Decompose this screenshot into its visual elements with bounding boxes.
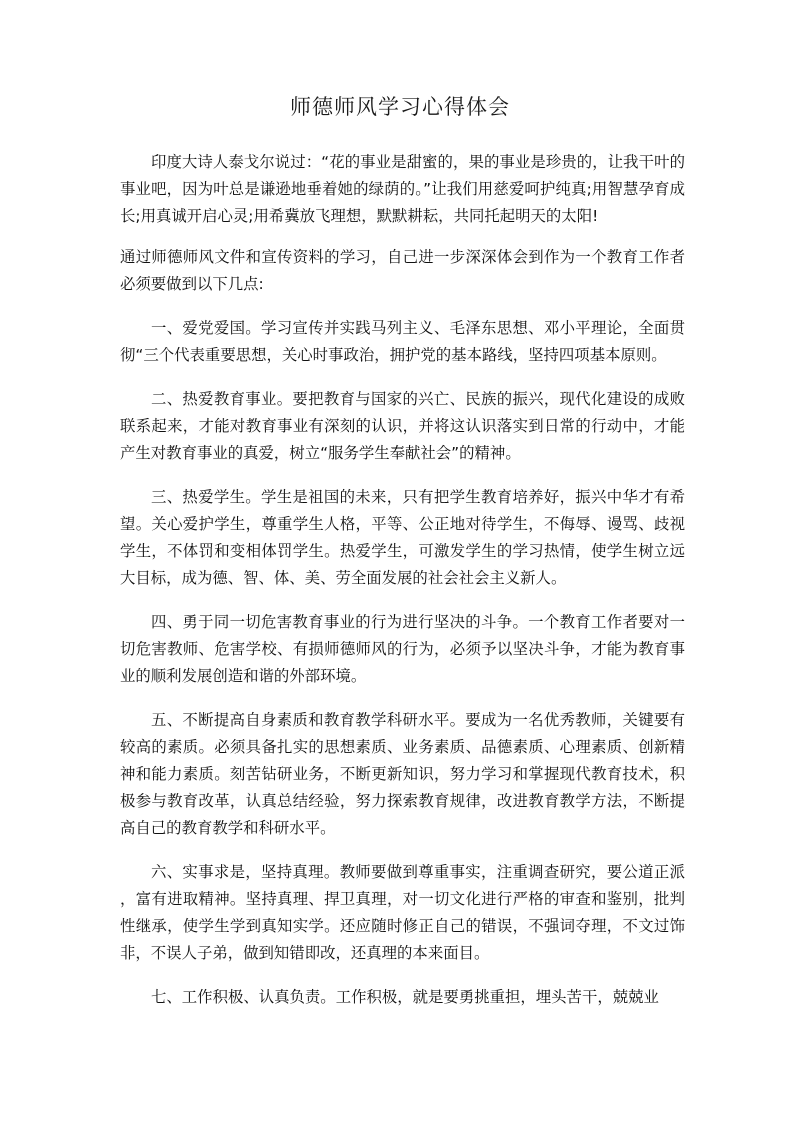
paragraph-point-4: 四、勇于同一切危害教育事业的行为进行坚决的斗争。一个教育工作者要对一切危害教师、危害学校、有损师德师风的行为，必须予以坚决斗争，才能为教育事业的顺利发展创造和谐的外部环境。 — [120, 613, 685, 685]
paragraph-point-1: 一、爱党爱国。学习宣传并实践马列主义、毛泽东思想、邓小平理论，全面贯彻“三个代表重要思想，关心时事政治，拥护党的基本路线，坚持四项基本原则。 — [120, 319, 685, 364]
paragraph-point-2: 二、热爱教育事业。要把教育与国家的兴亡、民族的振兴，现代化建设的成败联系起来，才能对教育事业有深刻的认识，并将这认识落实到日常的行动中，才能产生对教育事业的真爱，树立“服务学生奉献社会”的精神。 — [120, 390, 685, 462]
paragraph-study-summary: 通过师德师风文件和宣传资料的学习，自己进一步深深体会到作为一个教育工作者必须要做到以下几点: — [120, 248, 685, 293]
paragraph-point-5: 五、不断提高自身素质和教育教学科研水平。要成为一名优秀教师，关键要有较高的素质。必须具备扎实的思想素质、业务素质、品德素质、心理素质、创新精神和能力素质。刻苦钻研业务，不断更新知识，努力学习和掌握现代教育技术，积极参与教育改革，认真总结经验，努力探索教育规律，改进教育教学方法，不断提高自己的教育教学和科研水平。 — [120, 711, 685, 837]
document-title: 师德师风学习心得体会 — [290, 95, 510, 119]
paragraph-point-3: 三、热爱学生。学生是祖国的未来，只有把学生教育培养好，振兴中华才有希望。关心爱护学生，尊重学生人格，平等、公正地对待学生，不侮辱、谩骂、歧视学生，不体罚和变相体罚学生。热爱学生，可激发学生的学习热情，使学生树立远大目标，成为德、智、体、美、劳全面发展的社会社会主义新人。 — [120, 488, 685, 587]
paragraph-point-6: 六、实事求是，坚持真理。教师要做到尊重事实，注重调查研究，要公道正派，富有进取精神。坚持真理、捍卫真理，对一切文化进行严格的审查和鉴别，批判性继承，使学生学到真知实学。还应随时修正自己的错误，不强词夺理，不文过饰非，不误人子弟，做到知错即改，还真理的本来面目。 — [120, 863, 685, 962]
paragraph-point-7: 七、工作积极、认真负责。工作积极，就是要勇挑重担，埋头苦干，兢兢业 — [151, 988, 659, 1006]
paragraph-intro-quote: 印度大诗人泰戈尔说过：“花的事业是甜蜜的，果的事业是珍贵的，让我干叶的事业吧，因为叶总是谦逊地垂着她的绿荫的。”让我们用慈爱呵护纯真;用智慧孕育成长;用真诚开启心灵;用希冀放飞理想，默默耕耘，共同托起明天的太阳! — [120, 153, 685, 225]
document-body — [120, 149, 685, 1011]
